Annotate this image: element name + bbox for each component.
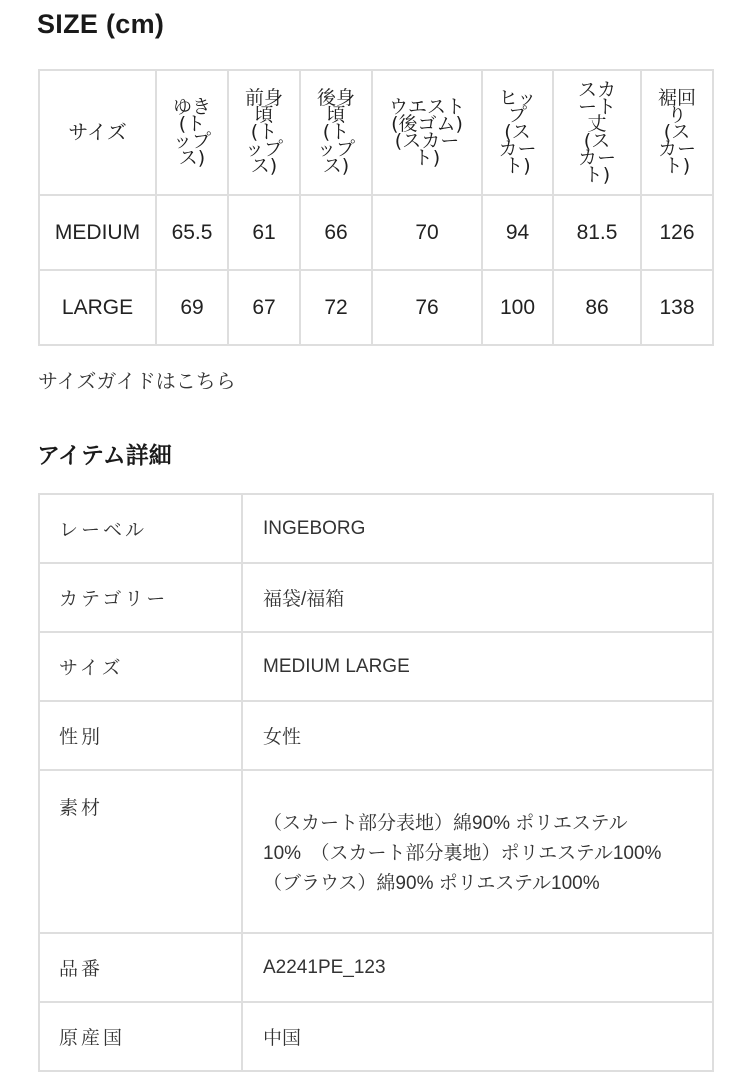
size-cell: LARGE [39, 270, 156, 345]
size-guide-link[interactable]: サイズガイドはこちら [38, 369, 236, 393]
size-cell: 76 [372, 270, 482, 345]
detail-key: サイズ [39, 632, 242, 701]
detail-row-product-number [39, 933, 713, 1002]
size-cell: 86 [553, 270, 641, 345]
detail-row-gender [39, 701, 713, 770]
detail-value: A2241PE_123 [242, 933, 713, 1002]
detail-key: 性別 [39, 701, 242, 770]
detail-value: 中国 [242, 1002, 713, 1071]
detail-key: カテゴリー [39, 563, 242, 632]
size-header-back-length: 後身頃(トップス) [316, 87, 355, 177]
size-cell: 70 [372, 195, 482, 270]
detail-row-label [39, 494, 713, 563]
detail-key: レーベル [39, 494, 242, 563]
size-header-front-length: 前身頃(トップス) [244, 87, 283, 177]
size-header-size: サイズ [39, 70, 156, 195]
size-header-skirt-length: スカート丈(スカート) [577, 78, 616, 186]
size-header-waist: ウエスト(後ゴム)(スカート) [388, 95, 465, 169]
size-cell: 100 [482, 270, 553, 345]
detail-value: MEDIUM LARGE [242, 632, 713, 701]
detail-row-category [39, 563, 713, 632]
detail-key: 原産国 [39, 1002, 242, 1071]
detail-key: 品番 [39, 933, 242, 1002]
size-cell: 138 [641, 270, 713, 345]
size-cell: 65.5 [156, 195, 228, 270]
item-details-table [38, 493, 714, 1072]
size-section-title: SIZE (cm) [37, 9, 165, 39]
size-cell: 66 [300, 195, 372, 270]
detail-value: 女性 [242, 701, 713, 770]
size-header-hem: 裾回り(スカート) [657, 87, 696, 177]
item-details-title: アイテム詳細 [37, 443, 172, 469]
size-cell: MEDIUM [39, 195, 156, 270]
size-table [38, 69, 714, 346]
detail-row-origin [39, 1002, 713, 1071]
size-cell: 69 [156, 270, 228, 345]
size-row-medium [39, 195, 713, 270]
size-cell: 67 [228, 270, 300, 345]
detail-row-material [39, 770, 713, 933]
detail-value: 福袋/福箱 [242, 563, 713, 632]
detail-key: 素材 [39, 770, 242, 933]
detail-row-size [39, 632, 713, 701]
size-cell: 94 [482, 195, 553, 270]
size-cell: 126 [641, 195, 713, 270]
size-header-hip: ヒップ(スカート) [498, 87, 537, 177]
size-table-header-row [39, 70, 713, 195]
detail-value: INGEBORG [242, 494, 713, 563]
size-cell: 61 [228, 195, 300, 270]
size-cell: 81.5 [553, 195, 641, 270]
size-cell: 72 [300, 270, 372, 345]
detail-value: （スカート部分表地）綿90% ポリエステル10% （スカート部分裏地）ポリエステル100% （ブラウス）綿90% ポリエステル100% [242, 770, 713, 933]
size-header-sleeve: ゆき(トップス) [172, 95, 211, 169]
size-row-large [39, 270, 713, 345]
